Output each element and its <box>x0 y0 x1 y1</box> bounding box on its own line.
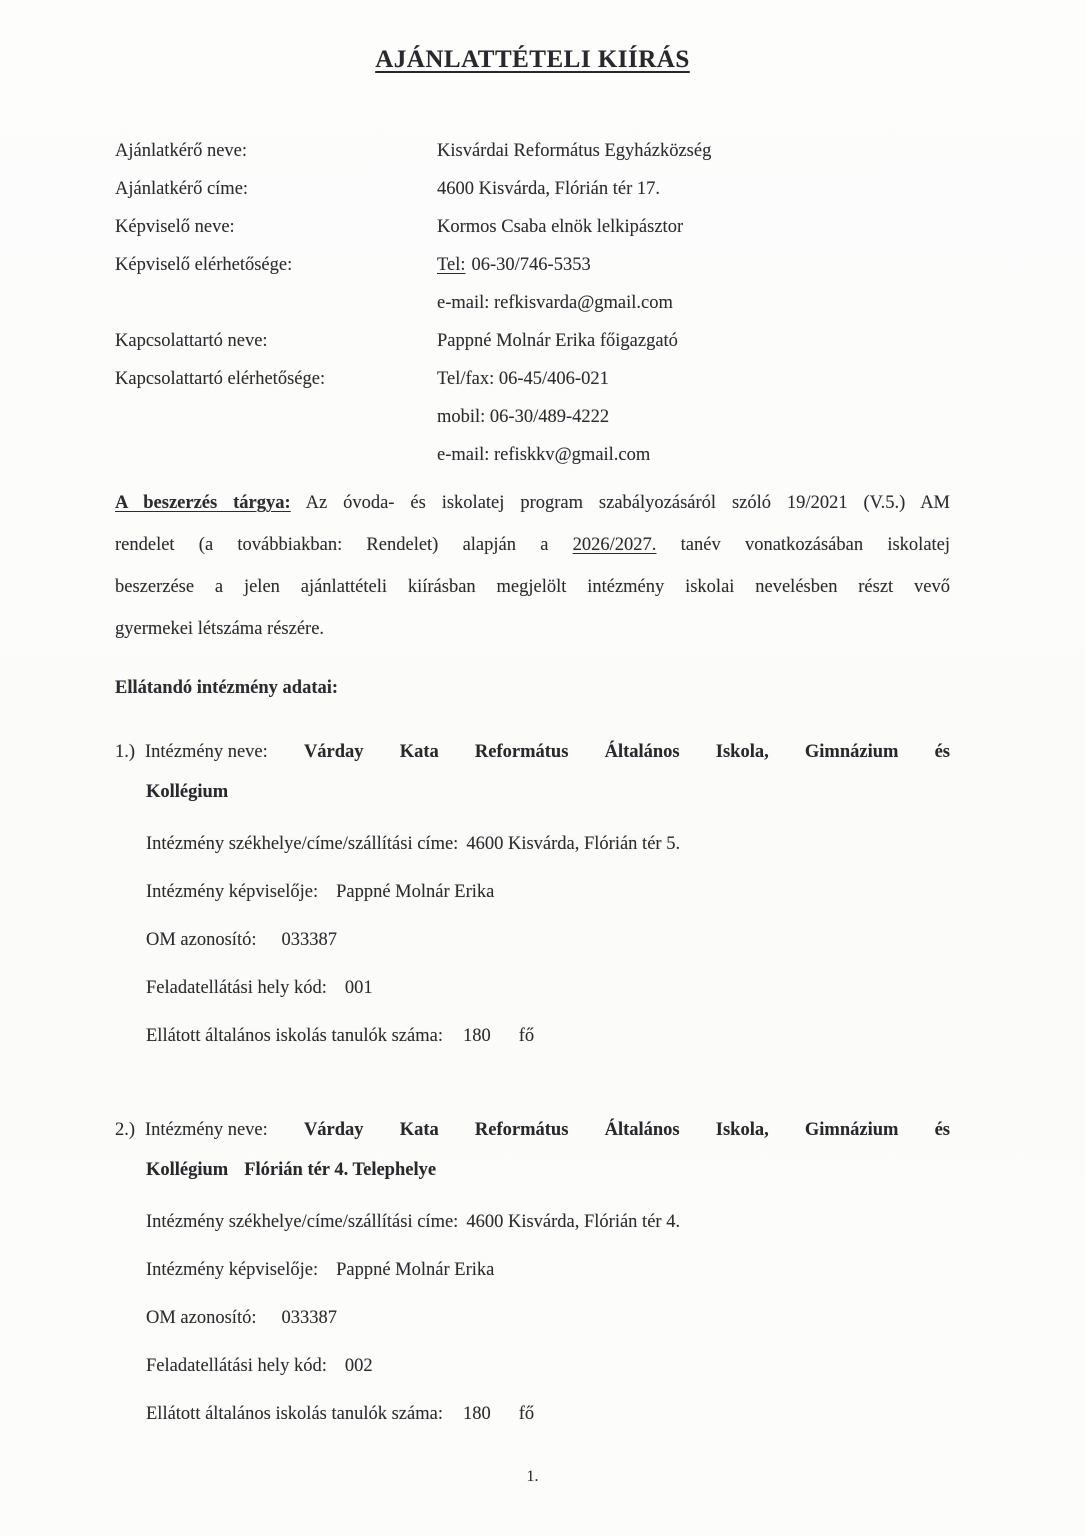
subject-text: rendelet (a továbbiakban: Rendelet) alapján a <box>115 535 549 555</box>
contact-value: mobil: 06-30/489-4222 <box>437 407 610 427</box>
detail-row <box>115 1012 950 1060</box>
contact-value: Kormos Csaba elnök lelkipásztor <box>437 217 684 237</box>
institution-name-line-2 <box>146 772 950 812</box>
item-name-label: Intézmény neve: <box>145 1120 268 1140</box>
contact-value: Pappné Molnár Erika főigazgató <box>437 331 678 351</box>
detail-row <box>115 1246 950 1294</box>
institution-1-block <box>115 732 950 1060</box>
section-heading: Ellátandó intézmény adatai: <box>115 678 339 698</box>
institution-details <box>115 1198 950 1438</box>
subject-lead: A beszerzés tárgya: <box>115 493 291 513</box>
institution-details <box>115 820 950 1060</box>
detail-label: Feladatellátási hely kód: <box>146 978 327 998</box>
contact-row <box>115 132 950 170</box>
contact-row <box>115 322 950 360</box>
contact-label: Képviselő elérhetősége: <box>115 255 293 275</box>
contact-label: Ajánlatkérő címe: <box>115 179 249 199</box>
detail-row <box>115 1198 950 1246</box>
contact-row <box>115 208 950 246</box>
institution-name-line <box>115 732 950 772</box>
subject-text: tanév vonatkozásában iskolatej <box>680 535 951 555</box>
detail-unit: fő <box>518 1026 535 1046</box>
detail-value: 180 <box>462 1026 491 1046</box>
detail-value: 180 <box>462 1404 491 1424</box>
detail-value: 033387 <box>281 930 337 950</box>
item-number-label <box>115 732 268 772</box>
contact-value: e-mail: refkisvarda@gmail.com <box>437 293 673 313</box>
institution-name-continued: Kollégium <box>146 1160 229 1180</box>
school-year-underlined: 2026/2027. <box>572 535 657 555</box>
contact-row <box>115 170 950 208</box>
detail-row <box>115 1390 950 1438</box>
detail-value: 4600 Kisvárda, Flórián tér 4. <box>466 1212 681 1232</box>
document-title: AJÁNLATTÉTELI KIÍRÁS <box>375 46 690 73</box>
detail-row <box>115 1342 950 1390</box>
contact-label: Képviselő neve: <box>115 217 235 237</box>
detail-label: Feladatellátási hely kód: <box>146 1356 327 1376</box>
item-name-label: Intézmény neve: <box>145 742 268 762</box>
subject-line-3: beszerzése a jelen ajánlattételi kiírásban megjelölt intézmény iskolai nevelésben részt vevő <box>115 577 950 597</box>
contact-info-section <box>115 132 950 474</box>
institution-name: Várday Kata Református Általános Iskola, Gimnázium és <box>303 1120 950 1140</box>
detail-row <box>115 868 950 916</box>
contact-row <box>115 398 950 436</box>
contact-label: Kapcsolattartó elérhetősége: <box>115 369 326 389</box>
detail-value: 4600 Kisvárda, Flórián tér 5. <box>466 834 681 854</box>
detail-row <box>115 916 950 964</box>
detail-value: 002 <box>344 1356 373 1376</box>
item-number-label <box>115 1110 268 1150</box>
item-number: 2.) <box>115 1120 136 1140</box>
page-number: 1. <box>526 1468 539 1485</box>
detail-row <box>115 1294 950 1342</box>
contact-row <box>115 360 950 398</box>
tel-label-underlined: Tel: <box>437 255 466 275</box>
detail-row <box>115 820 950 868</box>
detail-label: Ellátott általános iskolás tanulók száma: <box>146 1404 443 1424</box>
detail-row <box>115 964 950 1012</box>
detail-value: 033387 <box>281 1308 337 1328</box>
contact-row <box>115 284 950 322</box>
subject-paragraph <box>115 482 950 650</box>
subject-line-2 <box>115 524 950 566</box>
contact-value: Tel/fax: 06-45/406-021 <box>437 369 609 389</box>
detail-label: Intézmény képviselője: <box>146 882 319 902</box>
contact-value: 06-30/746-5353 <box>471 255 591 275</box>
subject-line-1 <box>115 482 950 524</box>
institution-name-line-2 <box>146 1150 950 1190</box>
contact-value: e-mail: refiskkv@gmail.com <box>437 445 651 465</box>
contact-row <box>115 246 950 284</box>
institution-name-continued: Kollégium <box>146 782 229 802</box>
contact-label: Kapcsolattartó neve: <box>115 331 268 351</box>
page-footer <box>115 1468 950 1486</box>
institution-2-block <box>115 1110 950 1438</box>
detail-label: OM azonosító: <box>146 930 257 950</box>
detail-value: Pappné Molnár Erika <box>336 882 495 902</box>
detail-value: 001 <box>344 978 373 998</box>
subject-line-4: gyermekei létszáma részére. <box>115 619 325 639</box>
detail-unit: fő <box>518 1404 535 1424</box>
detail-label: OM azonosító: <box>146 1308 257 1328</box>
subject-text: Az óvoda- és iskolatej program szabályozásáról szóló 19/2021 (V.5.) AM <box>305 493 951 513</box>
institution-name-line <box>115 1110 950 1150</box>
institution-name: Várday Kata Református Általános Iskola, Gimnázium és <box>303 742 950 762</box>
detail-label: Intézmény székhelye/címe/szállítási címe: <box>146 1212 459 1232</box>
contact-value: Kisvárdai Református Egyházközség <box>437 141 712 161</box>
detail-value: Pappné Molnár Erika <box>336 1260 495 1280</box>
contact-value: 4600 Kisvárda, Flórián tér 17. <box>437 179 660 199</box>
contact-label: Ajánlatkérő neve: <box>115 141 248 161</box>
detail-label: Intézmény képviselője: <box>146 1260 319 1280</box>
detail-label: Ellátott általános iskolás tanulók száma: <box>146 1026 443 1046</box>
item-number: 1.) <box>115 742 136 762</box>
contact-row <box>115 436 950 474</box>
document-content <box>115 46 950 1486</box>
detail-label: Intézmény székhelye/címe/szállítási címe: <box>146 834 459 854</box>
institution-name-extra: Flórián tér 4. Telephelye <box>244 1160 437 1180</box>
